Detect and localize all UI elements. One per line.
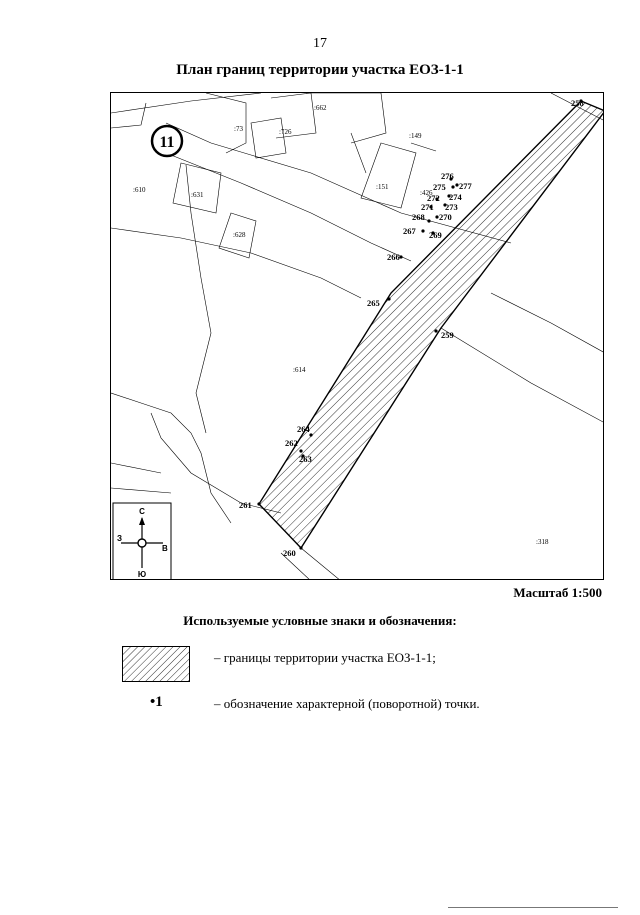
point-label: 260 [283, 548, 296, 558]
point-label: 272 [427, 193, 440, 203]
footer-rule [448, 907, 618, 908]
zone-badge [152, 126, 182, 156]
page-title: План границ территории участка ЕОЗ-1-1 [176, 62, 464, 78]
parcel-label: :614 [293, 366, 306, 374]
point-label: 269 [429, 230, 442, 240]
parcel-label: :151 [376, 183, 389, 191]
boundary-map [110, 92, 604, 580]
point-label: 274 [449, 192, 462, 202]
compass-north: С [139, 507, 145, 516]
parcel-label: :426 [420, 189, 433, 197]
parcel-label: :149 [409, 132, 422, 140]
point-label: 271 [421, 202, 434, 212]
parcel-label: :610 [133, 186, 146, 194]
point-label: 275 [433, 182, 446, 192]
legend-point-text: – обозначение характерной (поворотной) точки. [214, 696, 480, 711]
parcel-label: :73 [234, 125, 243, 133]
compass-east: В [162, 544, 168, 553]
point-label: 267 [403, 226, 416, 236]
parcel-label: :628 [233, 231, 246, 239]
point-label: 262 [285, 438, 298, 448]
legend-point-symbol: •1 [150, 694, 163, 710]
parcel-label: :318 [536, 538, 549, 546]
compass-south: Ю [137, 570, 147, 579]
point-label: 266 [387, 252, 400, 262]
page-number: 17 [313, 36, 327, 51]
point-label: 273 [445, 202, 458, 212]
point-label: 259 [441, 330, 454, 340]
point-label: 268 [412, 212, 425, 222]
parcel-label: :662 [314, 104, 327, 112]
point-label: 261 [239, 500, 252, 510]
point-label: 270 [439, 212, 452, 222]
compass-west: З [117, 534, 123, 543]
svg-text:11: 11 [159, 134, 175, 151]
legend-hatch-text: – границы территории участка ЕОЗ-1-1; [214, 650, 436, 665]
point-label: 258 [571, 98, 584, 108]
point-label: 264 [297, 424, 310, 434]
parcel-label: :726 [279, 128, 292, 136]
point-label: 265 [367, 298, 380, 308]
point-label: 276 [441, 171, 454, 181]
legend-title: Используемые условные знаки и обозначения: [183, 613, 457, 628]
territory-boundary [259, 101, 604, 548]
compass [113, 503, 171, 580]
point-label: 277 [459, 181, 472, 191]
legend-hatch-swatch [122, 646, 190, 682]
parcel-label: :631 [191, 191, 204, 199]
point-label: 263 [299, 454, 312, 464]
map-scale: Масштаб 1:500 [513, 585, 602, 600]
